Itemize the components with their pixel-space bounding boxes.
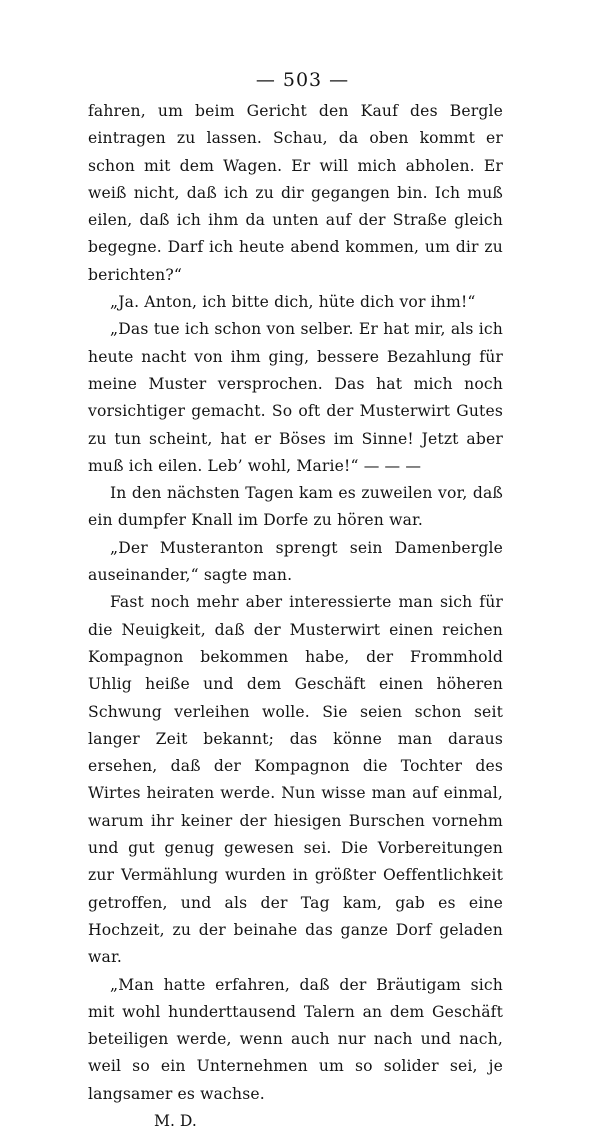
page-body-text: [88, 98, 503, 1108]
author-signature: M. D.: [154, 1111, 197, 1130]
paragraph: In den nächsten Tagen kam es zuweilen vor, daß ein dumpfer Knall im Dorfe zu hören war.: [88, 484, 503, 530]
paragraph: „Der Musteranton sprengt sein Damenbergle auseinander,“ sagte man.: [88, 538, 503, 585]
paragraph: „Das tue ich schon von selber. Er hat mir, als ich heute nacht von ihm ging, bessere Bezahlung für meine Muster versprochen. Das hat mich noch vorsichtiger gemacht. So oft der Musterwirt Gutes zu tun scheint, hat er Böses im Sinne! Jetzt aber muß ich eilen. Leb’ wohl, Marie!“ — — —: [88, 320, 503, 475]
page-number: — 503 —: [255, 69, 350, 91]
book-page: [88, 62, 503, 1135]
paragraph: „Ja. Anton, ich bitte dich, hüte dich vor ihm!“: [110, 293, 476, 312]
paragraph: „Man hatte erfahren, daß der Bräutigam sich mit wohl hunderttausend Talern an dem Geschäft beteiligen werde, wenn auch nur nach und nach, weil so ein Unternehmen um so solider sei, je langsamer es wachse.: [88, 975, 503, 1103]
paragraph: Fast noch mehr aber interessierte man sich für die Neuigkeit, daß der Musterwirt einen reichen Kompagnon bekommen habe, der Frommhold Uhlig heiße und dem Geschäft einen höheren Schwung verleihen wolle. Sie seien schon seit langer Zeit bekannt; das könne man daraus ersehen, daß der Kompagnon die Tochter des Wirtes heiraten werde. Nun wisse man auf einmal, warum ihr keiner der hiesigen Burschen vornehm und gut genug gewesen sei. Die Vorbereitungen zur Vermählung wurden in größter Oeffentlichkeit getroffen, und als der Tag kam, gab es eine Hochzeit, zu der beinahe das ganze Dorf geladen war.: [88, 593, 503, 967]
paragraph: fahren, um beim Gericht den Kauf des Bergle eintragen zu lassen. Schau, da oben kommt er schon mit dem Wagen. Er will mich abholen. Er weiß nicht, daß ich zu dir gegangen bin. Ich muß eilen, daß ich ihm da unten auf der Straße gleich begegne. Darf ich heute abend kommen, um dir zu berichten?“: [88, 102, 503, 284]
